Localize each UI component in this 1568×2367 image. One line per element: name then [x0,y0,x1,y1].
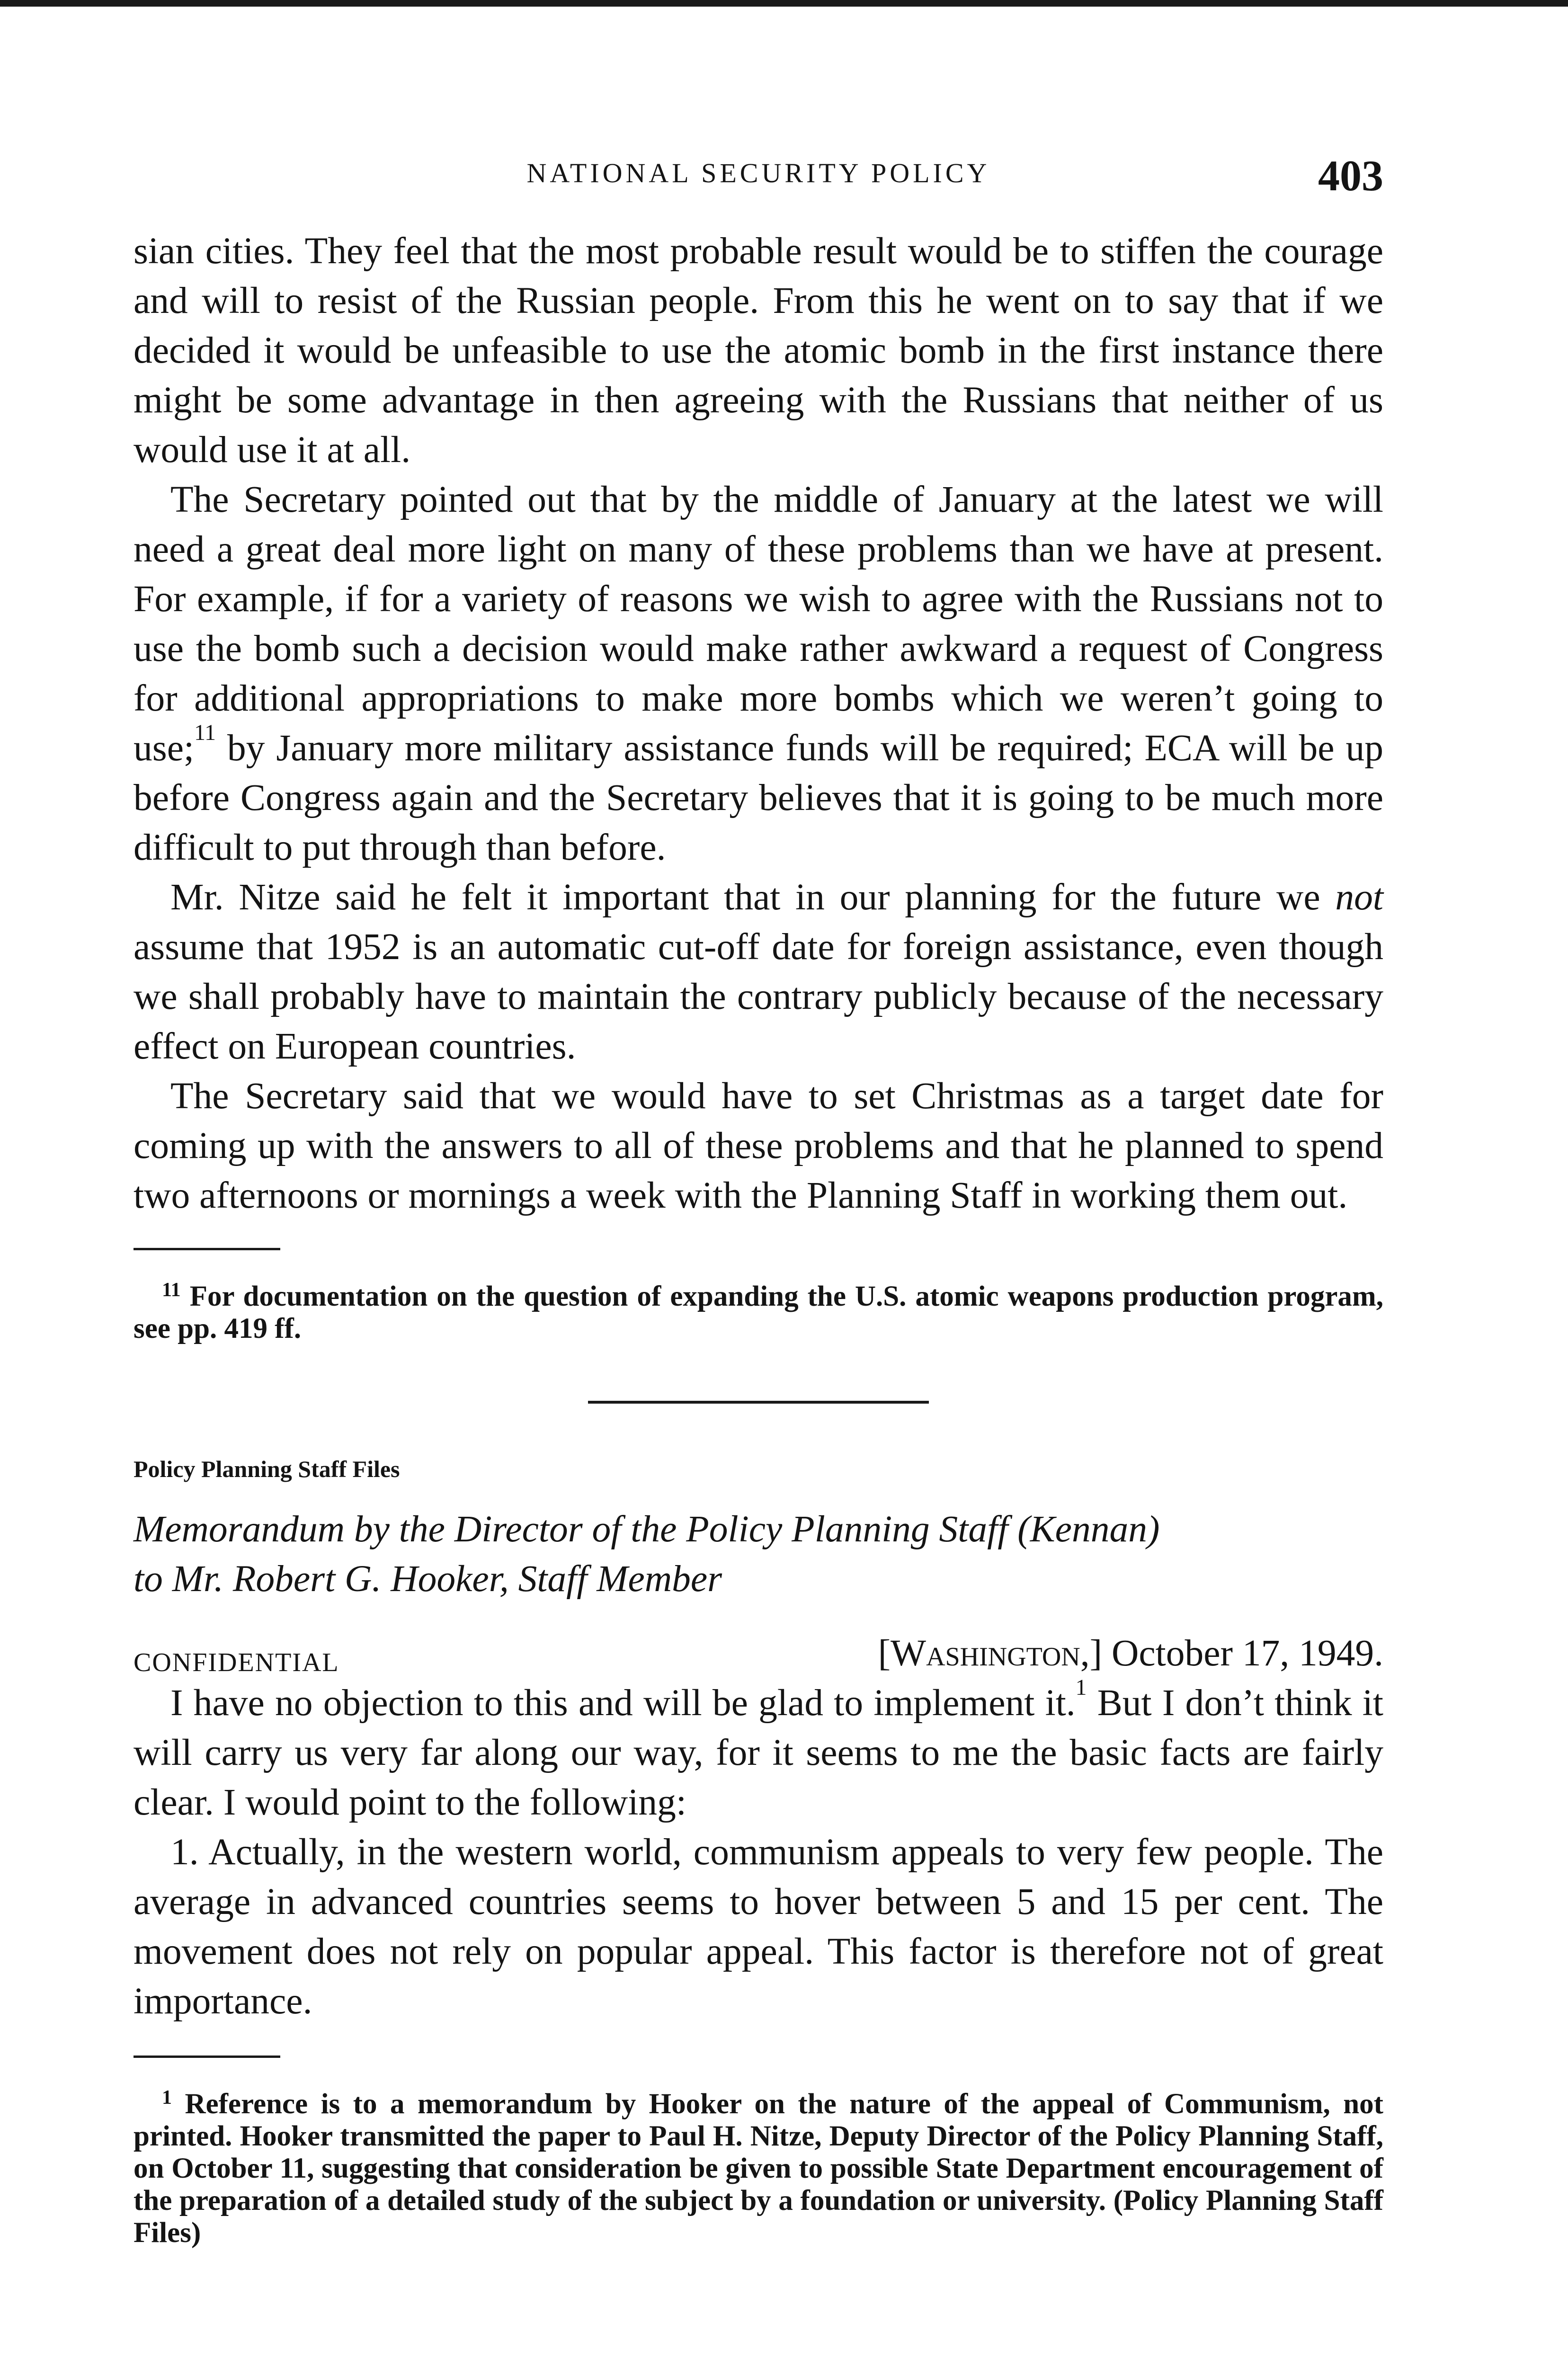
scan-top-edge [0,0,1568,7]
footnote-text: For documentation on the question of expanding the U.S. atomic weapons production program, see pp. 419 ff. [134,1281,1383,1344]
footnote-number: 11 [162,1279,181,1301]
paragraph-text: But I don’t think it will carry us very far along our way, for it seems to me the basic facts are fairly clear. I would point to the following: [134,1682,1383,1823]
paragraph-text: sian cities. They feel that the most probable result would be to stiffen the courage and will to resist of the Russian people. From this he went on to say that if we decided it would be unfeasible to use the atomic bomb in the first instance there might be some advantage in then agreeing with the Russians that neither of us would use it at all. [134,230,1383,471]
dateline [134,1628,1383,1678]
footnote-rule [134,1248,280,1250]
document-date [878,1628,1383,1678]
classification-marking: CONFIDENTIAL [134,1648,339,1677]
footnote-reference: 1 [1075,1675,1087,1700]
paragraph [134,1071,1383,1220]
footnote-11 [134,1274,1383,1345]
body-text [134,226,1383,2249]
paragraph [134,1675,1383,1827]
section-divider [588,1401,929,1404]
paragraph-text: assume that 1952 is an automatic cut-off date for foreign assistance, even though we shall probably have to maintain the contrary publicly because of the necessary effect on European countries. [134,926,1383,1067]
paragraph-text: I have no objection to this and will be glad to implement it. [170,1682,1076,1724]
emphasis: not [1335,876,1383,918]
footnote-text: Reference is to a memorandum by Hooker on the nature of the appeal of Communism, not printed. Hooker transmitted the paper to Paul H. Nitze, Deputy Director of the Policy Planning Staff, on October 11, suggesting that consideration be given to possible State Department encouragement of the preparation of a detailed study of the subject by a foundation or university. (Policy Planning Staff Files) [134,2088,1383,2249]
paragraph-text: by January more military assistance funds will be required; ECA will be up before Congress again and the Secretary believes that it is going to be much more difficult to put through than before. [134,727,1383,868]
paragraph [134,226,1383,475]
paragraph [134,1827,1383,2026]
running-title: NATIONAL SECURITY POLICY [526,158,990,188]
paragraph-text: Mr. Nitze said he felt it important that in our planning for the future we [170,876,1336,918]
footnote-reference: 11 [194,720,216,746]
paragraph-text: 1. Actually, in the western world, communism appeals to very few people. The average in advanced countries seems to hover between 5 and 15 per cent. The movement does not rely on popular appeal. This factor is therefore not of great importance. [134,1831,1383,2022]
date-text: October 17, 1949. [1102,1632,1383,1674]
footnote-number: 1 [162,2087,172,2109]
place: [Washington,] [878,1632,1103,1674]
paragraph [134,475,1383,872]
source-label: Policy Planning Staff Files [134,1456,400,1482]
footnote-rule [134,2056,280,2058]
footnote-1 [134,2082,1383,2249]
page-number: 403 [1318,151,1383,200]
paragraph-text: The Secretary pointed out that by the middle of January at the latest we will need a great deal more light on many of these problems than we have at present. For example, if for a variety of reasons we wish to agree with the Russians not to use the bomb such a decision would make rather awkward a request of Congress for additional appropriations to make more bombs which we weren’t going to use; [134,479,1383,769]
paragraph [134,872,1383,1071]
document-title-line: Memorandum by the Director of the Policy Planning Staff (Kennan) [134,1508,1160,1550]
paragraph-text: The Secretary said that we would have to set Christmas as a target date for coming up with the answers to all of these problems and that he planned to spend two afternoons or mornings a week with the Planning Staff in working them out. [134,1075,1383,1216]
running-header [134,151,1383,198]
document-title-line: to Mr. Robert G. Hooker, Staff Member [134,1558,722,1600]
